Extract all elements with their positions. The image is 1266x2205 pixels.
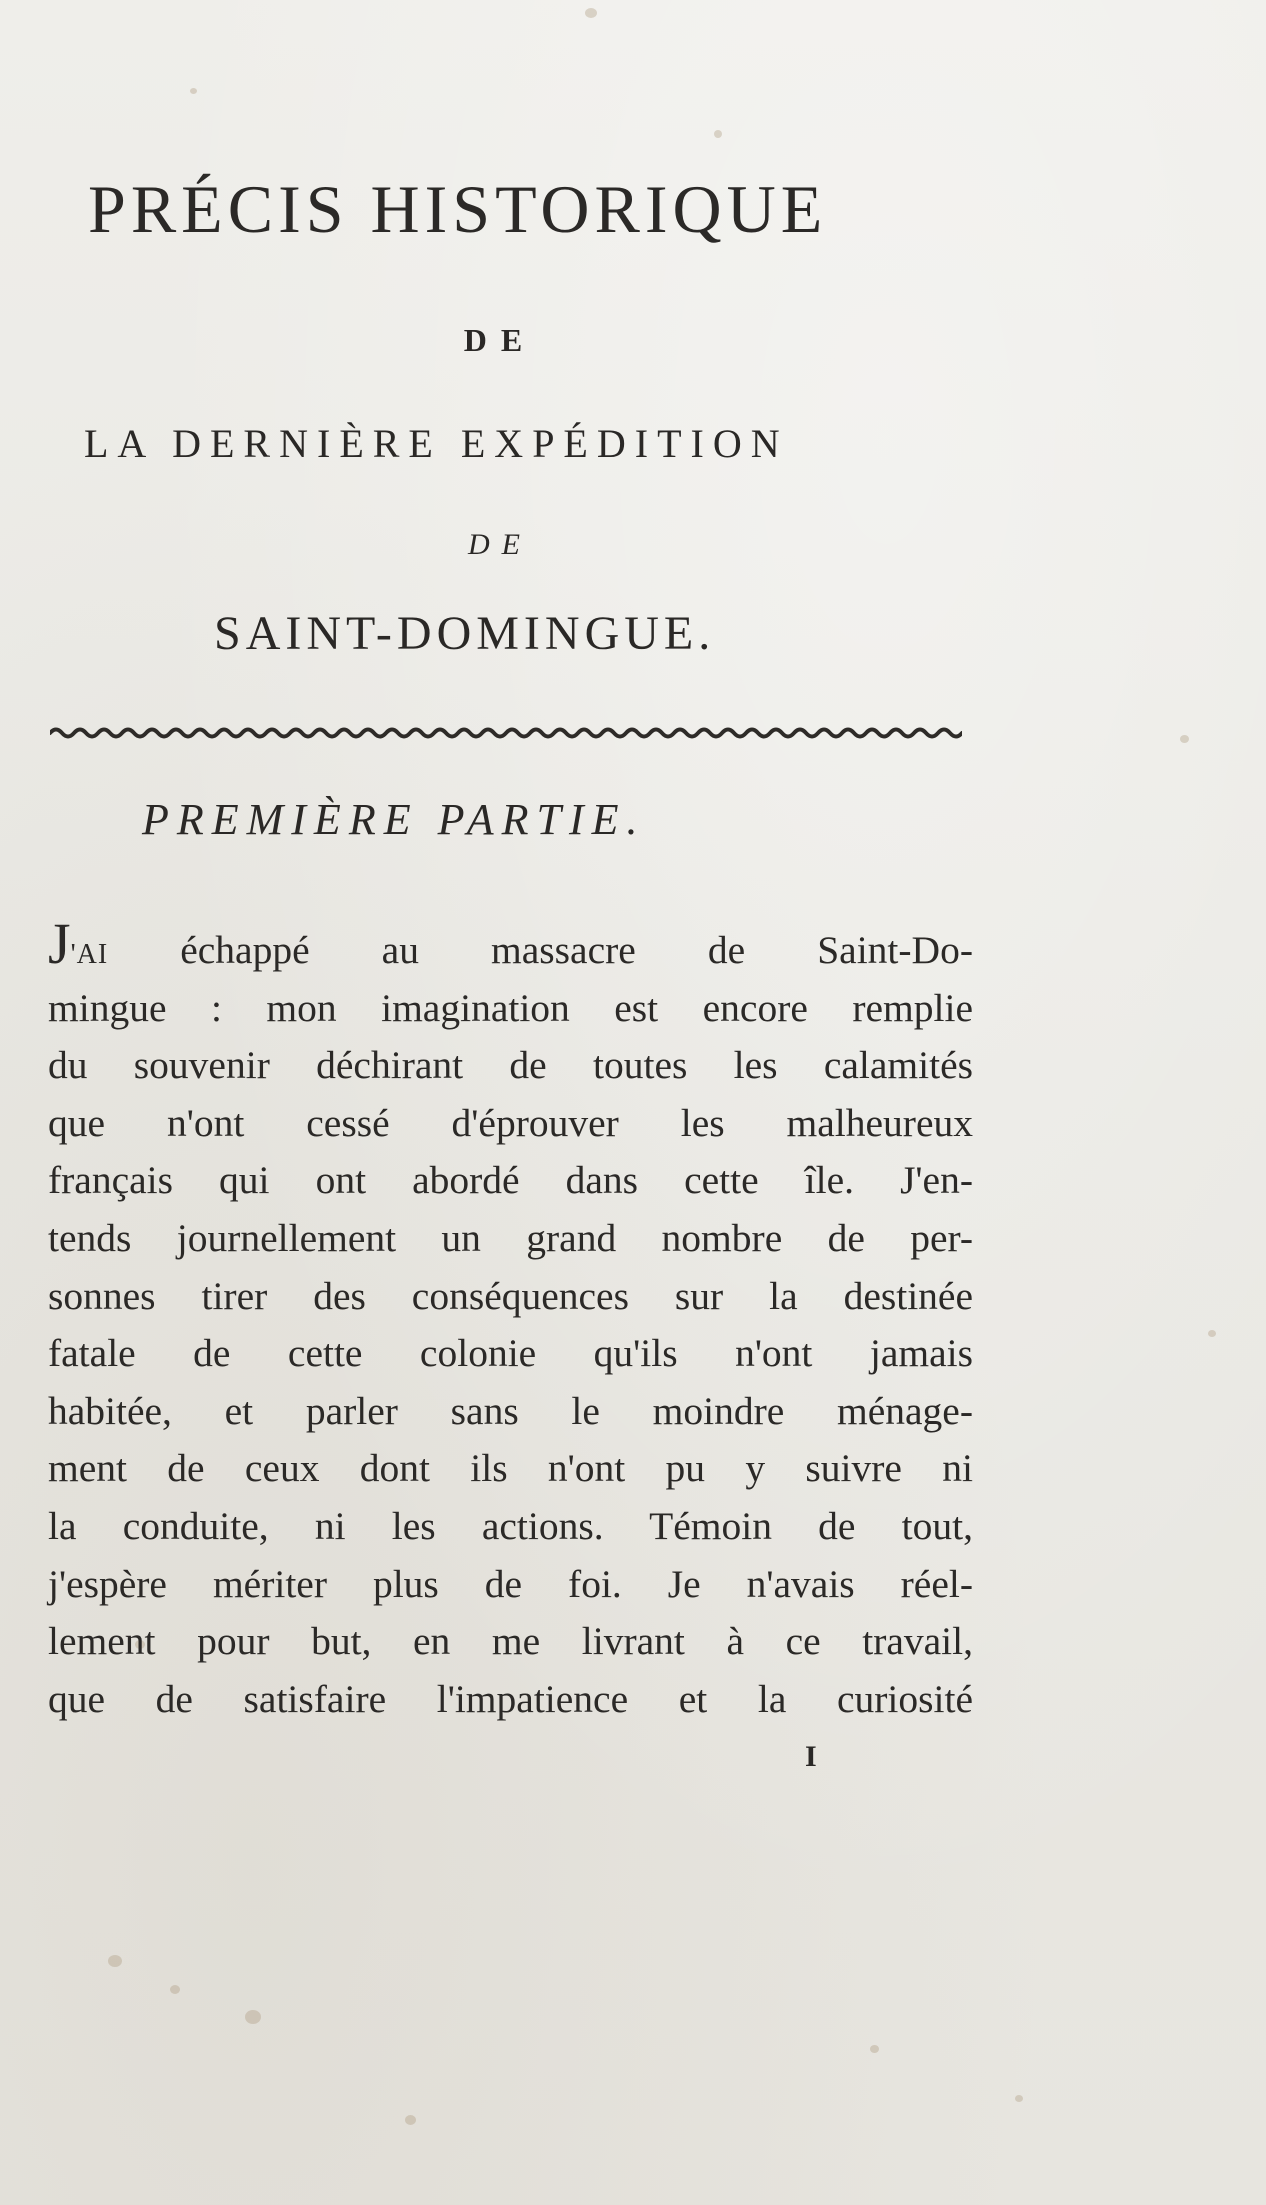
- foxing-spot: [170, 1985, 180, 1994]
- signature-mark: I: [805, 1740, 817, 1773]
- text-line: lement pour but, en me livrant à ce travail,: [48, 1619, 973, 1664]
- title-de-2: DE: [468, 528, 532, 561]
- title-de-1: DE: [463, 322, 537, 358]
- text-line: j'espère mériter plus de foi. Je n'avais réel-: [48, 1561, 973, 1606]
- foxing-spot: [870, 2045, 879, 2053]
- foxing-spot: [405, 2115, 416, 2125]
- foxing-spot: [585, 8, 597, 18]
- foxing-spot: [714, 130, 722, 138]
- text-line: la conduite, ni les actions. Témoin de tout,: [48, 1503, 973, 1548]
- text-line: habitée, et parler sans le moindre ménage-: [48, 1388, 973, 1433]
- title-place: SAINT-DOMINGUE.: [214, 607, 716, 660]
- text-line: mingue : mon imagination est encore remplie: [48, 985, 973, 1030]
- text-line: sonnes tirer des conséquences sur la destinée: [48, 1273, 973, 1318]
- title-main: PRÉCIS HISTORIQUE: [88, 171, 828, 247]
- text-line-first: [48, 911, 973, 980]
- first-word-rest: 'AI: [70, 939, 109, 970]
- title-expedition: LA DERNIÈRE EXPÉDITION: [84, 421, 789, 466]
- section-heading: PREMIÈRE PARTIE.: [142, 795, 646, 844]
- body-text: [48, 911, 973, 1728]
- foxing-spot: [1208, 1330, 1216, 1337]
- text-line: ment de ceux dont ils n'ont pu y suivre ni: [48, 1446, 973, 1491]
- text-line: que n'ont cessé d'éprouver les malheureux: [48, 1100, 973, 1145]
- text-line: français qui ont abordé dans cette île. J'en-: [48, 1158, 973, 1203]
- text-line: que de satisfaire l'impatience et la curiosité: [48, 1676, 973, 1721]
- text-line: du souvenir déchirant de toutes les calamités: [48, 1043, 973, 1088]
- foxing-spot: [1180, 735, 1189, 743]
- foxing-spot: [108, 1955, 122, 1967]
- text-line: fatale de cette colonie qu'ils n'ont jamais: [48, 1331, 973, 1376]
- drop-cap: J: [48, 911, 71, 976]
- foxing-spot: [245, 2010, 261, 2024]
- foxing-spot: [1015, 2095, 1023, 2102]
- first-line-rest: échappé au massacre de Saint-Do-: [108, 928, 973, 972]
- foxing-spot: [190, 88, 197, 94]
- wavy-ornament-rule: [50, 718, 962, 748]
- text-line: tends journellement un grand nombre de per-: [48, 1215, 973, 1260]
